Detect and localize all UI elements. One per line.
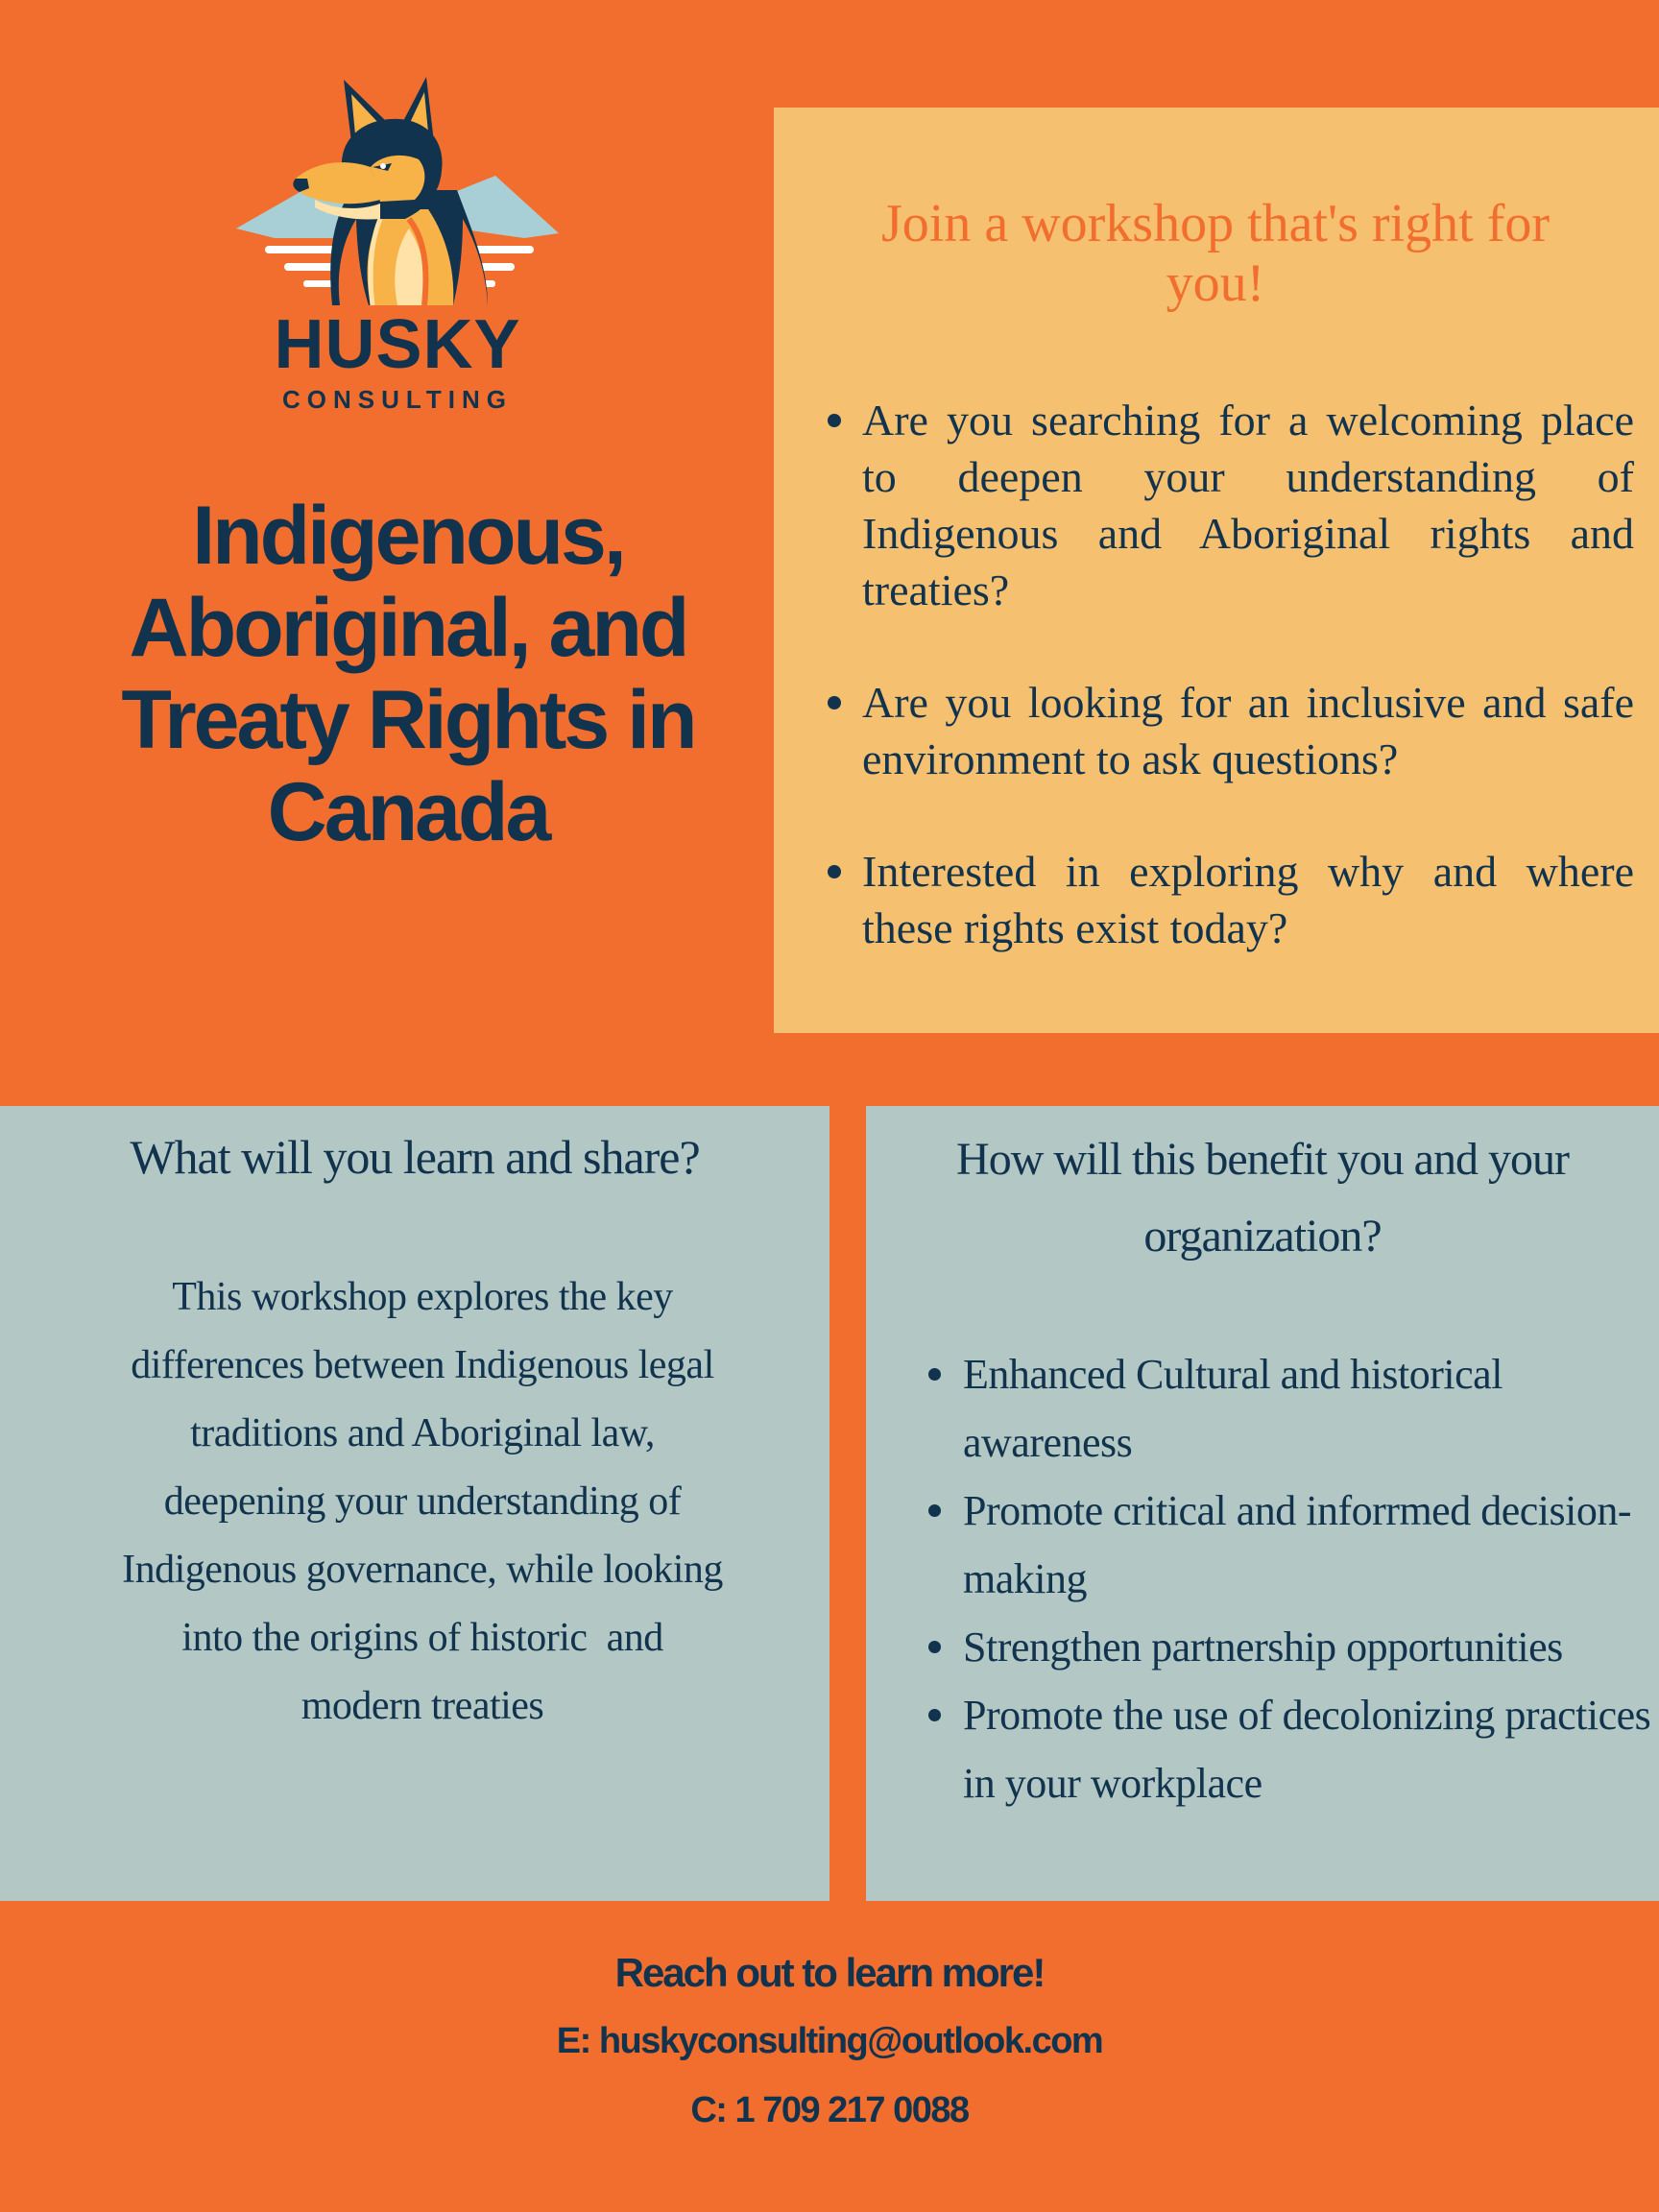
husky-consulting-logo [219,75,576,422]
learn-heading: What will you learn and share? [130,1130,700,1184]
learn-line: This workshop explores the key [172,1275,673,1319]
husky-dog-logo-icon [236,75,559,315]
brand-tagline: CONSULTING [282,385,513,414]
benefit-item: Promote critical and inforrmed decision-making [963,1477,1654,1613]
workshop-question: Interested in exploring why and where these rights exist today? [862,843,1634,956]
contact-phone[interactable]: C: 1 709 217 0088 [690,2090,969,2130]
learn-description [67,1263,778,1741]
contact-cta: Reach out to learn more! [614,1950,1045,1995]
learn-panel [0,1106,830,1901]
workshop-heading [812,194,1619,313]
workshop-question: Are you searching for a welcoming place to deepen your understanding of Indigenous and Aboriginal rights and treaties? [862,392,1634,618]
learn-line: deepening your understanding of [163,1479,682,1524]
brand-name: HUSKY [274,306,521,383]
contact-email[interactable]: E: huskyconsulting@outlook.com [556,2021,1103,2061]
workshop-panel [774,108,1659,1033]
learn-line: differences between Indigenous legal [131,1343,714,1387]
workshop-question: Are you looking for an inclusive and safe environment to ask questions? [862,674,1634,787]
page-title [58,490,758,858]
learn-line: Indigenous governance, while looking [122,1548,723,1592]
benefit-heading [904,1121,1621,1275]
benefit-heading-line: How will this benefit you and your [956,1134,1569,1185]
title-line: Indigenous, [192,490,624,582]
title-line: Treaty Rights in [121,674,695,766]
workshop-heading-line: you! [1166,253,1265,313]
benefit-item: Strengthen partnership opportunities [963,1613,1654,1681]
benefit-list [963,1340,1654,1817]
benefit-heading-line: organization? [1143,1211,1382,1262]
learn-line: modern treaties [301,1684,544,1728]
title-line: Canada [267,766,549,858]
workshop-heading-line: Join a workshop that's right for [880,194,1550,253]
learn-line: traditions and Aboriginal law, [190,1411,655,1455]
benefit-item: Enhanced Cultural and historical awareness [963,1340,1654,1477]
benefit-panel [866,1106,1659,1901]
workshop-question-list [862,392,1634,1012]
title-line: Aboriginal, and [129,582,687,674]
contact-footer [0,1939,1659,2145]
benefit-item: Promote the use of decolonizing practices in your workplace [963,1681,1654,1817]
learn-line: into the origins of historic and [181,1616,663,1660]
